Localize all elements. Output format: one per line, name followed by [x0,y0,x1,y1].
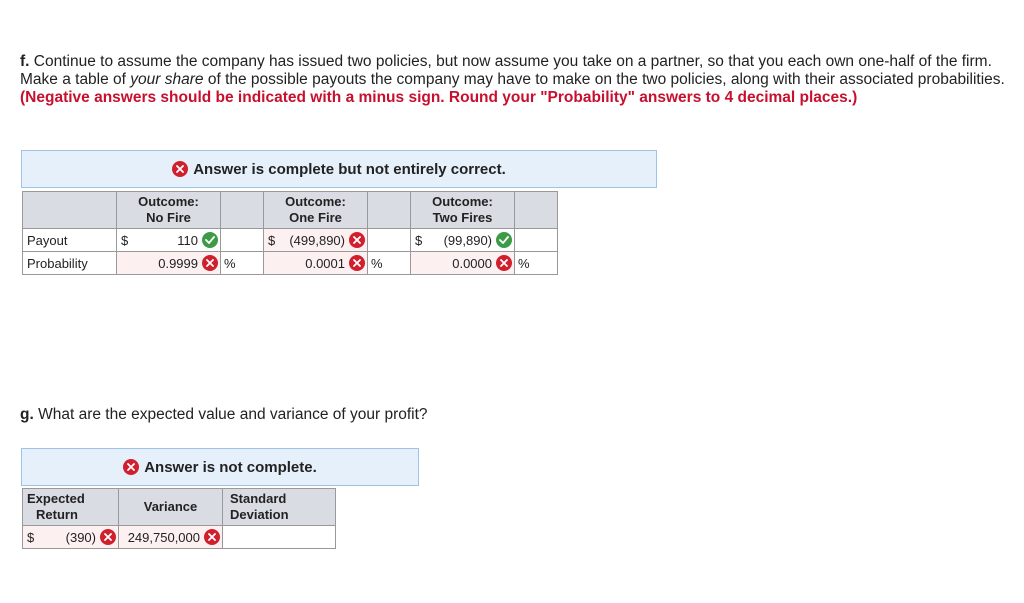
x-circle-icon [349,255,365,271]
x-circle-icon [204,529,220,545]
header-one-fire-line2: One Fire [289,210,342,225]
header-no-fire-line1: Outcome: [138,194,199,209]
payout-no-fire-field[interactable] [117,229,221,252]
x-circle-icon [349,232,365,248]
question-f-text-b: of the possible payouts the company may have to make on the two policies, along with their associated probabilities. [203,71,1005,88]
check-circle-icon [202,232,218,248]
header-expected-return [23,489,119,526]
header-std-dev-line2: Deviation [230,507,289,522]
answer-status-banner-f [21,150,657,188]
answer-status-text-f: Answer is complete but not entirely correct. [193,160,506,178]
x-circle-icon [496,255,512,271]
percent-sign: % [368,252,411,275]
payout-two-fires-field[interactable] [411,229,515,252]
x-circle-icon [100,529,116,545]
header-spacer [515,192,558,229]
header-no-fire [117,192,221,229]
variance-value[interactable]: 249,750,000 [127,529,200,545]
payout-table [22,191,558,275]
question-f-instruction: (Negative answers should be indicated with a minus sign. Round your "Probability" answers to 4 decimal places.) [20,89,858,106]
expected-return-value[interactable]: (390) [65,529,96,545]
header-spacer [221,192,264,229]
probability-no-fire-value[interactable]: 0.9999 [158,255,198,271]
payout-spacer [221,229,264,252]
header-one-fire [264,192,368,229]
question-f-emphasis: your share [130,71,204,88]
std-dev-field[interactable] [223,526,336,549]
percent-sign: % [515,252,558,275]
header-two-fires-line1: Outcome: [432,194,493,209]
probability-one-fire-field[interactable] [264,252,368,275]
header-two-fires-line2: Two Fires [432,210,493,225]
header-std-dev-line1: Standard [230,491,287,506]
header-variance: Variance [119,489,223,526]
question-f-text-a: Continue to assume the company has issued two policies, but now assume you take on a partner, so that you each own one-half of the firm. Make a table of [20,53,992,88]
header-one-fire-line1: Outcome: [285,194,346,209]
x-circle-icon [202,255,218,271]
payout-no-fire-value[interactable]: 110 [177,232,198,248]
question-g-letter: g. [20,406,34,423]
probability-two-fires-value[interactable]: 0.0000 [452,255,492,271]
payout-spacer [368,229,411,252]
payout-two-fires-value[interactable]: (99,890) [443,232,492,248]
header-expected-return-line2: Return [36,507,78,522]
probability-no-fire-field[interactable] [117,252,221,275]
header-std-dev [223,489,336,526]
answer-status-text-g: Answer is not complete. [144,458,317,476]
x-circle-icon [123,459,139,475]
question-g-text: What are the expected value and variance of your profit? [38,406,428,423]
header-spacer [368,192,411,229]
currency-symbol: $ [268,232,276,248]
expected-return-field[interactable] [23,526,119,549]
question-f [20,53,1005,107]
question-f-letter: f. [20,53,30,70]
currency-symbol: $ [121,232,129,248]
table-corner [23,192,117,229]
currency-symbol: $ [27,529,35,545]
currency-symbol: $ [415,232,423,248]
header-expected-return-line1: Expected [27,491,85,506]
probability-two-fires-field[interactable] [411,252,515,275]
x-circle-icon [172,161,188,177]
payout-one-fire-field[interactable] [264,229,368,252]
profit-table [22,488,336,549]
row-label-probability: Probability [23,252,117,275]
variance-field[interactable] [119,526,223,549]
payout-one-fire-value[interactable]: (499,890) [289,232,345,248]
probability-one-fire-value[interactable]: 0.0001 [305,255,345,271]
header-two-fires [411,192,515,229]
header-no-fire-line2: No Fire [146,210,191,225]
row-label-payout: Payout [23,229,117,252]
percent-sign: % [221,252,264,275]
check-circle-icon [496,232,512,248]
payout-spacer [515,229,558,252]
question-g [20,406,428,424]
answer-status-banner-g [21,448,419,486]
